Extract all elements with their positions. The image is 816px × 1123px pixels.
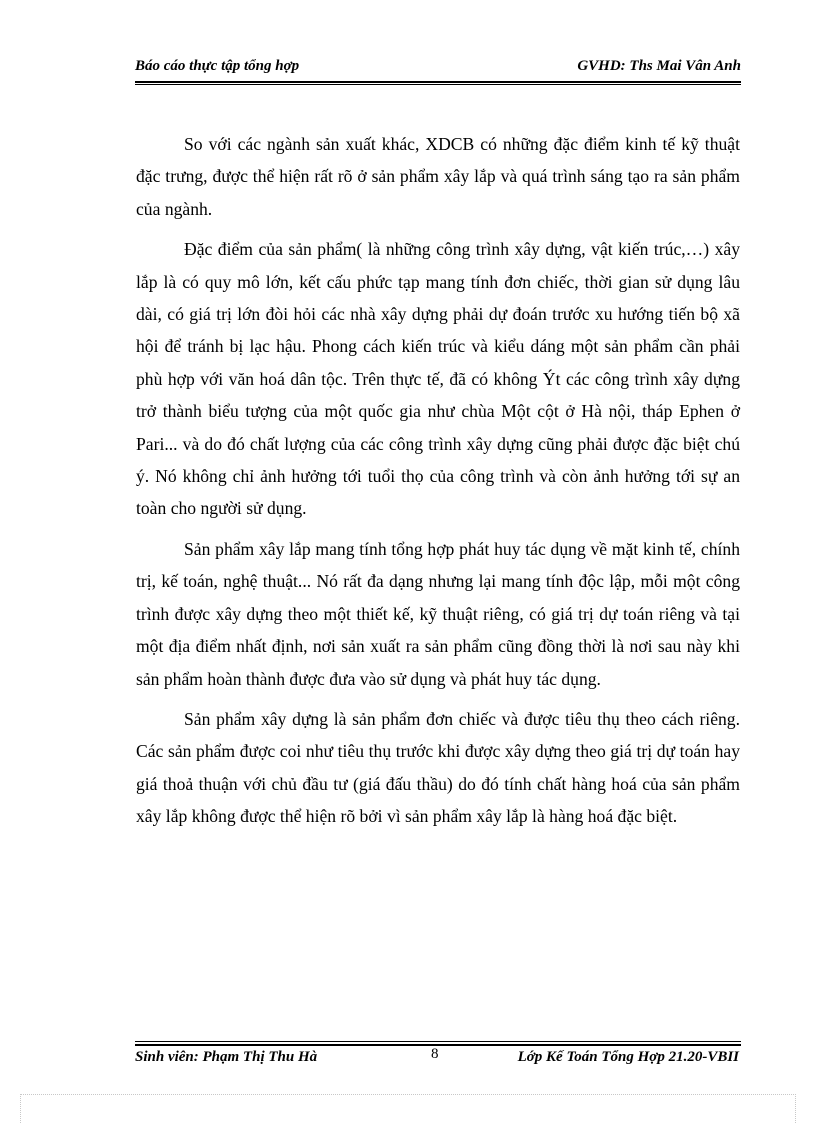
paragraph: Đặc điểm của sản phẩm( là những công trình xây dựng, vật kiến trúc,…) xây lắp là có quy mô lớn, kết cấu phức tạp mang tính đơn chiếc, thời gian sử dụng lâu dài, có giá trị lớn đòi hỏi các nhà xây dựng phải dự đoán trước xu hướng tiến bộ xã hội để tránh bị lạc hậu. Phong cách kiến trúc và kiểu dáng một sản phẩm cần phải phù hợp với văn hoá dân tộc. Trên thực tế, đã có không Ýt các công trình xây dựng trở thành biểu tượng của một quốc gia như chùa Một cột ở Hà nội, tháp Ephen ở Pari... và do đó chất lượng của các công trình xây dựng cũng phải được đặc biệt chú ý. Nó không chỉ ảnh hưởng tới tuổi thọ của công trình và còn ảnh hưởng tới sự an toàn cho người sử dụng.: [136, 239, 740, 519]
paragraph: So với các ngành sản xuất khác, XDCB có những đặc điểm kinh tế kỹ thuật đặc trưng, được thể hiện rất rõ ở sản phẩm xây lắp và quá trình sáng tạo ra sản phẩm của ngành.: [136, 134, 740, 219]
page-edge-right: [795, 1094, 796, 1123]
header-report-title: Báo cáo thực tập tổng hợp: [135, 58, 300, 74]
paragraph: Sản phẩm xây dựng là sản phẩm đơn chiếc và được tiêu thụ theo cách riêng. Các sản phẩm được coi như tiêu thụ trước khi được xây dựng theo giá trị dự toán hay giá thoả thuận với chủ đầu tư (giá đấu thầu) do đó tính chất hàng hoá của sản phẩm xây lắp không được thể hiện rõ bởi vì sản phẩm xây lắp là hàng hoá đặc biệt.: [136, 708, 740, 827]
body-text: [136, 128, 740, 841]
header-supervisor: GVHD: Ths Mai Vân Anh: [577, 58, 741, 74]
page-number: 8: [431, 1046, 439, 1062]
page-edge-left: [20, 1094, 21, 1123]
page-footer: [135, 1046, 741, 1071]
page-header: [135, 56, 741, 82]
header-rule-thin: [135, 84, 741, 85]
paragraph: Sản phẩm xây lắp mang tính tổng hợp phát huy tác dụng về mặt kinh tế, chính trị, kế toán, nghệ thuật... Nó rất đa dạng nhưng lại mang tính độc lập, mỗi một công trình được xây dựng theo một thiết kế, kỹ thuật riêng, có giá trị dự toán riêng và tại một địa điểm nhất định, nơi sản xuất ra sản phẩm cũng đồng thời là nơi sau này khi sản phẩm hoàn thành được đưa vào sử dụng và phát huy tác dụng.: [136, 538, 740, 689]
page-edge-border: [20, 1094, 796, 1095]
footer-rule-thin: [135, 1041, 741, 1042]
footer-student-name: Sinh viên: Phạm Thị Thu Hà: [135, 1049, 318, 1065]
header-rule-thick: [135, 81, 741, 83]
footer-class-name: Lớp Kế Toán Tổng Hợp 21.20-VBII: [517, 1049, 739, 1065]
